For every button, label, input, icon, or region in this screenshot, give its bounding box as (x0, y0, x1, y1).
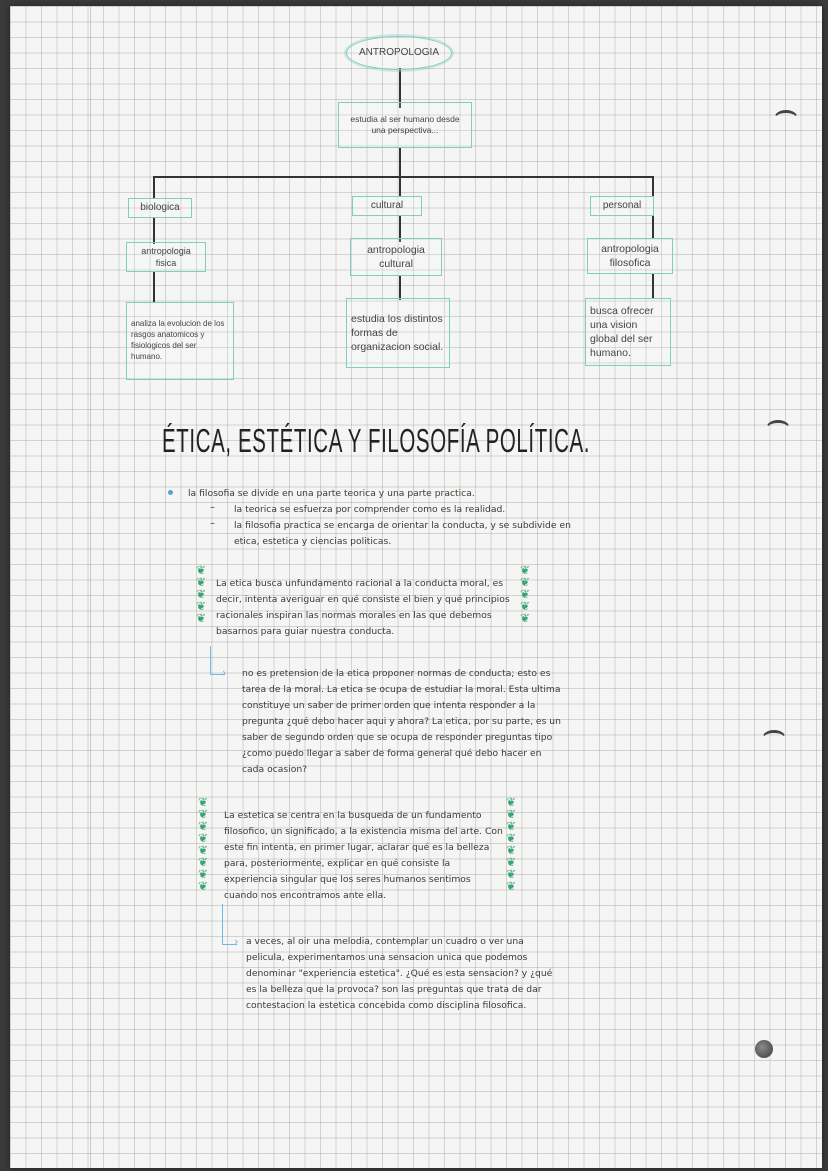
description-node-cultural (346, 298, 450, 368)
connector-line (399, 148, 401, 176)
punch-hole (766, 420, 790, 437)
description-label: busca ofrecer una vision global del ser humano. (590, 304, 654, 360)
punch-hole (762, 730, 786, 747)
branch-label: cultural (370, 200, 404, 212)
connector-line (153, 272, 155, 302)
connector-line (153, 176, 653, 178)
punch-hole (774, 110, 798, 127)
definition-label: estudia al ser humano desde una perspectiva... (350, 113, 460, 135)
bullet-sub2-text: la filosofia practica se encarga de orientar la conducta, y se subdivide en etica, estetica y ciencias politicas. (234, 520, 571, 547)
arrow-right-icon: › (222, 666, 227, 679)
definition-node (338, 102, 472, 148)
arrow-right-icon: › (234, 935, 239, 948)
discipline-node-cultural (350, 238, 442, 276)
description-node-biologica (126, 302, 234, 380)
branch-label: personal (602, 200, 642, 212)
dash-marker: – (210, 502, 215, 513)
bullet-dot (168, 490, 173, 495)
connector-line (153, 218, 155, 244)
root-node (346, 36, 452, 70)
dash-marker: – (210, 518, 215, 529)
connector-line (153, 176, 155, 198)
branch-node-personal (590, 196, 654, 216)
branch-node-biologica (128, 198, 192, 218)
discipline-label: antropologia fisica (141, 245, 191, 268)
connector-line (652, 274, 654, 298)
discipline-label: antropologia cultural (367, 243, 425, 270)
branch-node-cultural (352, 196, 422, 216)
section-title: ÉTICA, ESTÉTICA Y FILOSOFÍA POLÍTICA. (162, 422, 591, 459)
leaf-vine-icon: ❦ ❦ ❦ ❦ ❦ ❦ ❦ ❦ (506, 795, 517, 893)
punch-hole (755, 1040, 773, 1058)
estetica-note-text: a veces, al oir una melodia, contemplar un cuadro o ver una pelicula, experimentamos una sensacion unica que podemos denominar "experiencia estetica". ¿Qué es esta sensacion? y ¿qué es la belleza que la provoca? son las preguntas que trata de dar contestacion la estetica concebida como disciplina filosofica. (246, 936, 553, 1011)
leaf-vine-icon: ❦ ❦ ❦ ❦ ❦ ❦ ❦ ❦ (198, 795, 209, 893)
connector-line (652, 176, 654, 196)
branch-label: biologica (140, 202, 180, 214)
description-label: analiza la evolucion de los rasgos anatomicos y fisiologicos del ser humano. (131, 319, 225, 361)
estetica-paragraph: La estetica se centra en la busqueda de un fundamento filosofico, un significado, a la existencia misma del arte. Con este fin intenta, en primer lugar, aclarar qué es la belleza para, posteriormente, explicar en qué consiste la experiencia singular que los seres humanos sentimos cuando nos encontramos ante ella. (224, 810, 503, 901)
connector-line (399, 276, 401, 300)
etica-note-text: no es pretension de la etica proponer normas de conducta; esto es tarea de la moral. La etica se ocupa de estudiar la moral. Esta ultima constituye un saber de primer orden que intenta responder a la pregunta ¿qué debo hacer aqui y ahora? La etica, por su parte, es un saber de segundo orden que se ocupa de responder preguntas tipo ¿como puedo llegar a saber de forma general qué debo hacer en cada ocasion? (242, 668, 561, 775)
discipline-node-filosofica (587, 238, 673, 274)
bullet-sub1-text: la teorica se esfuerza por comprender como es la realidad. (234, 504, 506, 515)
etica-paragraph: La etica busca unfundamento racional a la conducta moral, es decir, intenta averiguar en qué consiste el bien y qué principios racionales inspiran las normas morales en las que debemos basarnos para guiar nuestra conducta. (216, 578, 510, 637)
description-label: estudia los distintos formas de organizacion social. (351, 312, 444, 354)
discipline-label: antropologia filosofica (601, 242, 659, 269)
connector-line (399, 176, 401, 196)
connector-line (652, 216, 654, 238)
margin-line (90, 6, 91, 1168)
leaf-vine-icon: ❦ ❦ ❦ ❦ ❦ (520, 563, 531, 625)
root-label: ANTROPOLOGIA (358, 47, 439, 59)
discipline-node-fisica (126, 242, 206, 272)
leaf-vine-icon: ❦ ❦ ❦ ❦ ❦ (196, 563, 207, 625)
notebook-page (10, 6, 822, 1168)
bullet-main-text: la filosofia se divide en una parte teorica y una parte practica. (188, 488, 475, 499)
description-node-personal (585, 298, 671, 366)
